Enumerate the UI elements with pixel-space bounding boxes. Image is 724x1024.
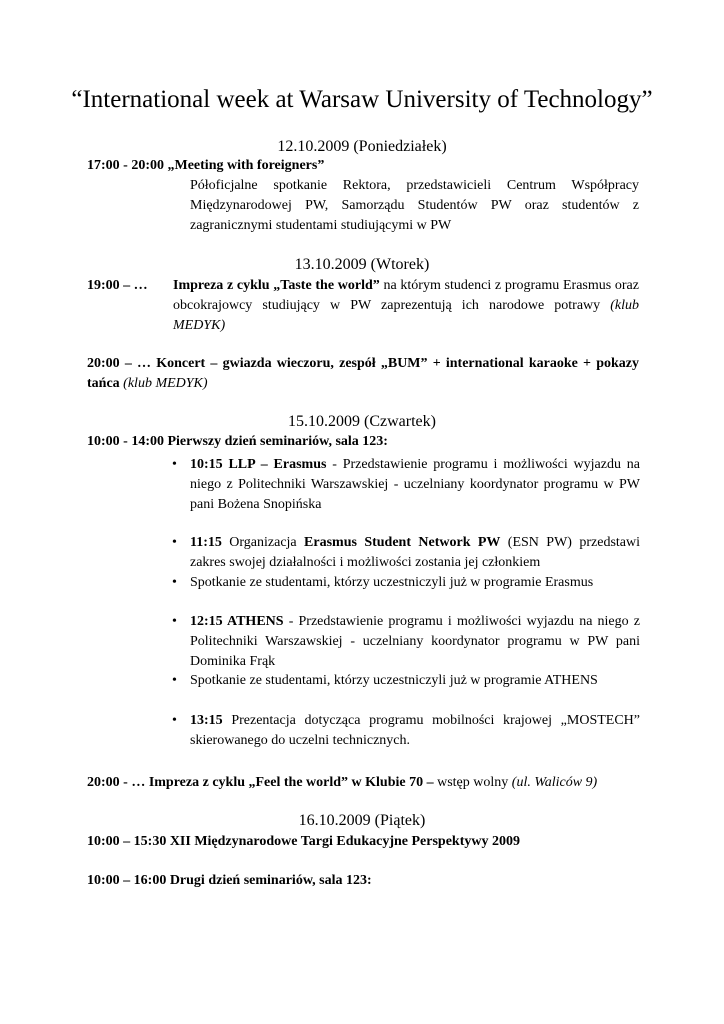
event-description: Półoficjalne spotkanie Rektora, przedstawicieli Centrum Współpracy Międzynarodowej PW, Samorządu Studentów PW oraz studentów z zagranicznymi studentami studiującymi w PW bbox=[190, 178, 639, 233]
bullet-icon: • bbox=[172, 673, 177, 688]
document-title: “International week at Warsaw University of Technology” bbox=[71, 86, 653, 113]
seminar-header: 10:00 - 14:00 Pierwszy dzień seminariów, sala 123: bbox=[87, 434, 388, 449]
day-heading-thursday: 15.10.2009 (Czwartek) bbox=[288, 413, 436, 430]
day-heading-friday: 16.10.2009 (Piątek) bbox=[298, 812, 426, 829]
event-description: na którym studenci z programu Erasmus oraz obcokrajowcy studiujący w PW zaprezentują ich narodowe potrawy bbox=[173, 278, 639, 313]
event-second-seminar-day: 10:00 – 16:00 Drugi dzień seminariów, sala 123: bbox=[87, 873, 372, 888]
list-item: • Spotkanie ze studentami, którzy uczestniczyli już w programie Erasmus bbox=[172, 573, 640, 593]
event-place: (klub MEDYK) bbox=[173, 298, 639, 333]
event-title: Impreza z cyklu „Taste the world” bbox=[173, 278, 380, 293]
event-place: (klub MEDYK) bbox=[119, 376, 208, 391]
event-title: 20:00 - … Impreza z cyklu „Feel the world” w Klubie 70 – bbox=[87, 775, 434, 790]
event-meeting-with-foreigners bbox=[87, 156, 324, 176]
event-education-fair: 10:00 – 15:30 XII Międzynarodowe Targi Edukacyjne Perspektywy 2009 bbox=[87, 834, 520, 849]
event-time: 19:00 – … bbox=[87, 278, 148, 293]
bullet-icon: • bbox=[172, 575, 177, 590]
list-item: • 11:15 Organizacja Erasmus Student Network PW (ESN PW) przedstawi zakres swojej działalności i możliwości zostania jej członkiem bbox=[172, 535, 640, 570]
event-place: (ul. Waliców 9) bbox=[511, 775, 598, 790]
day-heading-tuesday: 13.10.2009 (Wtorek) bbox=[294, 256, 430, 273]
list-item: • 12:15 ATHENS - Przedstawienie programu i możliwości wyjazdu na niego z Politechniki Warszawskiej - uczelniany koordynator programu w PW pani Dominika Frąk bbox=[172, 614, 640, 669]
event-title: „Meeting with foreigners” bbox=[167, 158, 325, 173]
list-item: • Spotkanie ze studentami, którzy uczestniczyli już w programie ATHENS bbox=[172, 671, 640, 691]
bullet-icon: • bbox=[172, 614, 177, 629]
list-item: • 13:15 Prezentacja dotycząca programu mobilności krajowej „MOSTECH” skierowanego do uczelni technicznych. bbox=[172, 713, 640, 748]
event-concert bbox=[87, 354, 639, 394]
event-feel-the-world: 20:00 - … Impreza z cyklu „Feel the world” w Klubie 70 – wstęp wolny (ul. Waliców 9) bbox=[87, 775, 598, 790]
day-heading-monday: 12.10.2009 (Poniedziałek) bbox=[277, 138, 447, 155]
bullet-icon: • bbox=[172, 713, 177, 728]
event-time: 17:00 - 20:00 bbox=[87, 158, 164, 173]
event-title: 20:00 – … Koncert – gwiazda wieczoru, zespół „BUM” + international karaoke + pokazy tańca bbox=[87, 356, 639, 391]
bullet-icon: • bbox=[172, 457, 177, 472]
bullet-icon: • bbox=[172, 535, 177, 550]
event-taste-the-world bbox=[87, 276, 639, 336]
list-item: • 10:15 LLP – Erasmus - Przedstawienie programu i możliwości wyjazdu na niego z Politechniki Warszawskiej - uczelniany koordynator programu w PW pani Bożena Snopińska bbox=[172, 457, 640, 512]
